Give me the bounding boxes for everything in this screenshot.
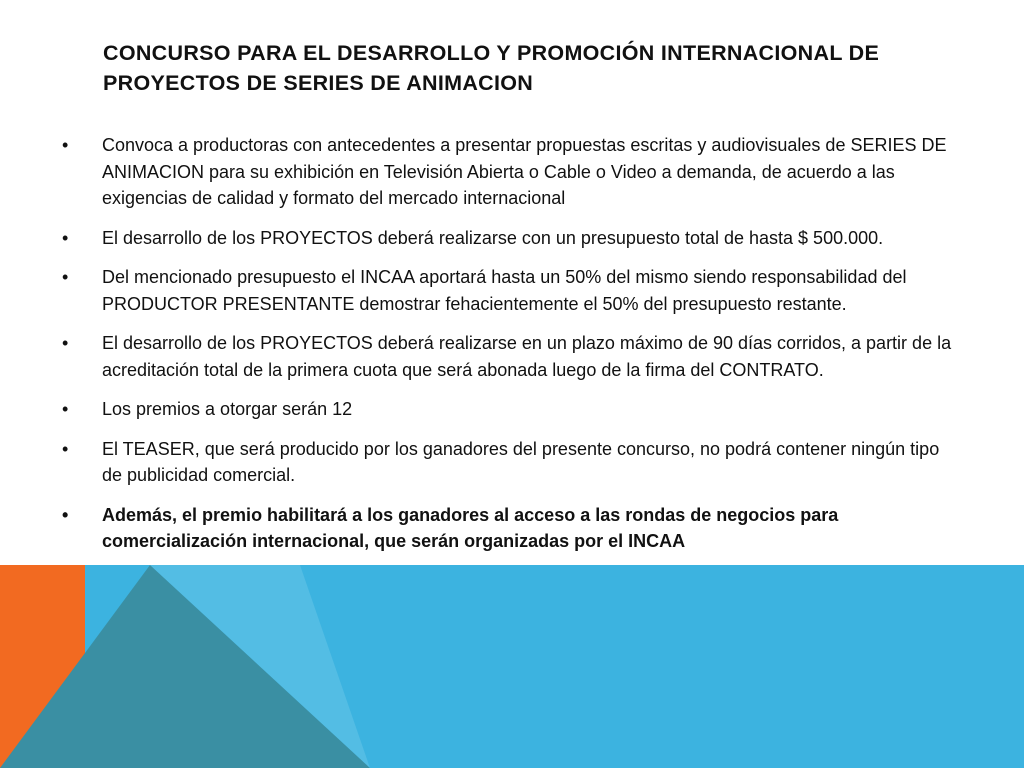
bullet-item <box>62 396 962 423</box>
bullet-marker: • <box>62 135 69 155</box>
bullet-marker: • <box>62 399 69 419</box>
bullet-text: El desarrollo de los PROYECTOS deberá realizarse con un presupuesto total de hasta $ 500.000. <box>102 227 884 248</box>
bullet-text: El TEASER, que será producido por los ganadores del presente concurso, no podrá contener ningún tipo de publicidad comercial. <box>102 438 940 485</box>
bullet-list <box>62 132 962 568</box>
slide-title: CONCURSO PARA EL DESARROLLO Y PROMOCIÓN INTERNACIONAL DE PROYECTOS DE SERIES DE ANIMACION <box>103 41 880 95</box>
bullet-text: El desarrollo de los PROYECTOS deberá realizarse en un plazo máximo de 90 días corridos, a partir de la acreditación total de la primera cuota que será abonada luego de la firma del CONTRATO. <box>102 333 952 380</box>
bullet-item <box>62 225 962 252</box>
bullet-item <box>62 132 962 212</box>
bullet-marker: • <box>62 267 69 287</box>
bullet-text: Convoca a productoras con antecedentes a presentar propuestas escritas y audiovisuales de SERIES DE ANIMACION para su exhibición en Televisión Abierta o Cable o Video a demanda, de acuerdo a las exigencias de calidad y formato del mercado internacional <box>102 135 947 208</box>
bullet-text: Del mencionado presupuesto el INCAA aportará hasta un 50% del mismo siendo responsabilidad del PRODUCTOR PRESENTANTE demostrar fehacientemente el 50% del presupuesto restante. <box>102 267 907 314</box>
bullet-marker: • <box>62 438 69 459</box>
bullet-text: Además, el premio habilitará a los ganadores al acceso a las rondas de negocios para comercialización internacional, que serán organizadas por el INCAA <box>102 504 839 551</box>
bullet-marker: • <box>62 504 69 525</box>
bullet-item <box>62 264 962 317</box>
bullet-marker: • <box>62 333 69 353</box>
bullet-item-highlight <box>62 502 962 555</box>
bullet-marker: • <box>62 227 69 248</box>
bullet-item <box>62 330 962 383</box>
bullet-text: Los premios a otorgar serán 12 <box>102 399 353 419</box>
bullet-item <box>62 436 962 489</box>
